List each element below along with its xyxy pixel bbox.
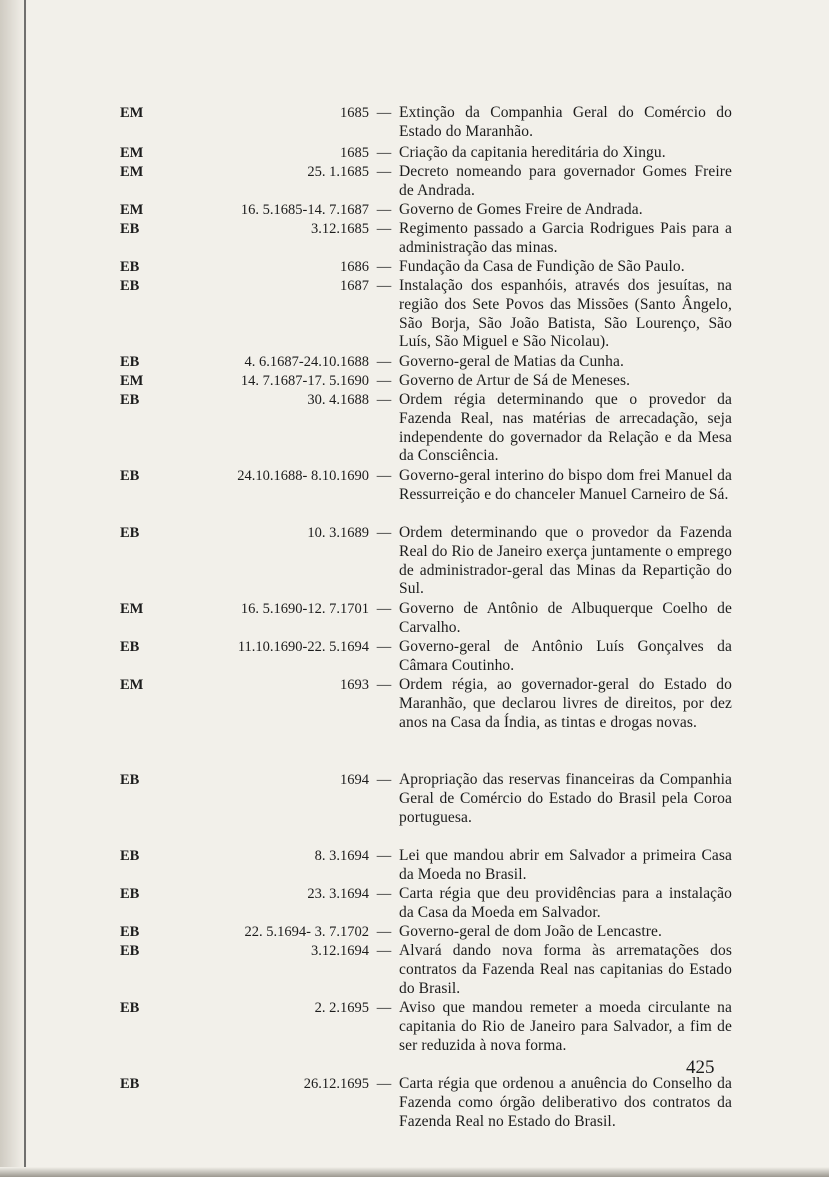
entry-date: 30. 4.1688	[307, 392, 369, 408]
entry-date: 1685	[340, 145, 369, 161]
entry-dash: —	[376, 373, 392, 389]
entry-region-tag: EB	[120, 259, 140, 275]
entry-date: 4. 6.1687-24.10.1688	[244, 354, 369, 370]
gutter-line	[24, 0, 26, 1177]
entry-region-tag: EB	[120, 468, 140, 484]
entry-date: 22. 5.1694- 3. 7.1702	[244, 924, 369, 940]
entry-region-tag: EM	[120, 164, 144, 180]
entry-dash: —	[376, 278, 392, 294]
chronology-entry	[120, 372, 732, 391]
page-edge-shadow	[0, 1167, 829, 1177]
entry-date: 16. 5.1690-12. 7.1701	[240, 601, 369, 617]
entry-date: 16. 5.1685-14. 7.1687	[240, 202, 369, 218]
entry-dash: —	[376, 924, 392, 940]
chronology-entry	[120, 258, 732, 277]
chronology-entry	[120, 999, 732, 1055]
entry-description: Carta régia que ordenou a anuência do Conselho da Fazenda como órgão deliberativo dos contratos da Fazenda Real no Estado do Brasil.	[399, 1075, 732, 1130]
entry-date: 1694	[340, 772, 369, 788]
entry-date: 1686	[340, 259, 369, 275]
entry-description: Apropriação das reservas financeiras da Companhia Geral de Comércio do Estado do Brasil pela Coroa portuguesa.	[399, 771, 732, 826]
entry-dash: —	[376, 886, 392, 902]
entry-date: 3.12.1694	[311, 943, 369, 959]
entry-dash: —	[376, 105, 392, 121]
entry-description: Regimento passado a Garcia Rodrigues Pais para a administração das minas.	[399, 220, 732, 256]
chronology-entry	[120, 600, 732, 638]
entry-description: Decreto nomeando para governador Gomes Freire de Andrada.	[399, 163, 732, 199]
entry-description: Governo de Artur de Sá de Meneses.	[399, 372, 631, 389]
chronology-entry	[120, 524, 732, 599]
entry-region-tag: EB	[120, 1076, 140, 1092]
entry-date: 14. 7.1687-17. 5.1690	[240, 373, 369, 389]
chronology-entry	[120, 201, 732, 220]
chronology-entry	[120, 277, 732, 352]
entry-description: Ordem régia, ao governador-geral do Estado do Maranhão, que declarou livres de direitos, por dez anos na Casa da Índia, as tintas e drogas novas.	[399, 676, 732, 731]
entry-date: 1685	[340, 105, 369, 121]
entry-date: 1687	[340, 278, 369, 294]
entry-dash: —	[376, 677, 392, 693]
entry-description: Ordem determinando que o provedor da Fazenda Real do Rio de Janeiro exerça juntamente o emprego de administrador-geral das Minas da Repartição do Sul.	[399, 524, 732, 598]
entry-description: Alvará dando nova forma às arrematações dos contratos da Fazenda Real nas capitanias do Estado do Brasil.	[399, 942, 732, 997]
chronology-entry	[120, 391, 732, 466]
entry-date: 11.10.1690-22. 5.1694	[237, 639, 369, 655]
entry-dash: —	[376, 848, 392, 864]
entry-region-tag: EB	[120, 392, 140, 408]
entry-region-tag: EB	[120, 639, 140, 655]
entry-dash: —	[376, 145, 392, 161]
entry-date: 10. 3.1689	[307, 525, 369, 541]
entry-dash: —	[376, 943, 392, 959]
entry-description: Governo-geral de dom João de Lencastre.	[399, 923, 662, 940]
entry-date: 25. 1.1685	[307, 164, 369, 180]
entry-region-tag: EB	[120, 943, 140, 959]
chronology-entry	[120, 676, 732, 732]
entry-dash: —	[376, 221, 392, 237]
entry-dash: —	[376, 772, 392, 788]
entry-dash: —	[376, 202, 392, 218]
entry-date: 2. 2.1695	[314, 1000, 369, 1016]
chronology-entry	[120, 144, 732, 163]
chronology-entry	[120, 638, 732, 676]
entry-description: Instalação dos espanhóis, através dos jesuítas, na região dos Sete Povos das Missões (Santo Ângelo, São Borja, São João Batista, São Lourenço, São Luís, São Miguel e São Nicolau).	[399, 277, 732, 351]
entry-dash: —	[376, 1076, 392, 1092]
entry-description: Governo de Gomes Freire de Andrada.	[399, 201, 643, 218]
chronology-entry	[120, 467, 732, 505]
entry-region-tag: EB	[120, 924, 140, 940]
entry-description: Lei que mandou abrir em Salvador a primeira Casa da Moeda no Brasil.	[399, 847, 732, 883]
entry-region-tag: EM	[120, 677, 144, 693]
entry-region-tag: EB	[120, 886, 140, 902]
entry-dash: —	[376, 164, 392, 180]
chronology-entry	[120, 353, 732, 372]
entry-region-tag: EM	[120, 202, 144, 218]
entry-description: Governo de Antônio de Albuquerque Coelho de Carvalho.	[399, 600, 732, 636]
entry-dash: —	[376, 354, 392, 370]
chronology-entry	[120, 1075, 732, 1131]
entry-dash: —	[376, 392, 392, 408]
chronology-entry	[120, 942, 732, 998]
entry-region-tag: EB	[120, 221, 140, 237]
entry-description: Criação da capitania hereditária do Xingu.	[399, 144, 666, 161]
entry-date: 24.10.1688- 8.10.1690	[237, 468, 369, 484]
entry-dash: —	[376, 1000, 392, 1016]
entry-dash: —	[376, 468, 392, 484]
entry-region-tag: EM	[120, 373, 144, 389]
entry-description: Governo-geral de Antônio Luís Gonçalves da Câmara Coutinho.	[399, 638, 732, 674]
entry-date: 3.12.1685	[311, 221, 369, 237]
entry-dash: —	[376, 525, 392, 541]
entry-date: 23. 3.1694	[307, 886, 369, 902]
entry-region-tag: EB	[120, 848, 140, 864]
chronology-entry	[120, 771, 732, 827]
entry-region-tag: EB	[120, 525, 140, 541]
entry-region-tag: EB	[120, 278, 140, 294]
entry-description: Fundação da Casa de Fundição de São Paulo.	[399, 258, 685, 275]
entry-region-tag: EM	[120, 145, 144, 161]
entry-description: Governo-geral de Matias da Cunha.	[399, 353, 624, 370]
chronology-entry	[120, 163, 732, 201]
chronology-entry	[120, 885, 732, 923]
entry-dash: —	[376, 601, 392, 617]
chronology-entry	[120, 220, 732, 258]
entry-description: Carta régia que deu providências para a instalação da Casa da Moeda em Salvador.	[399, 885, 732, 921]
entry-description: Governo-geral interino do bispo dom frei Manuel da Ressurreição e do chanceler Manuel Carneiro de Sá.	[399, 467, 732, 503]
chronology-entry	[120, 104, 732, 142]
entry-date: 26.12.1695	[303, 1076, 369, 1092]
entry-date: 1693	[340, 677, 369, 693]
entry-region-tag: EM	[120, 601, 144, 617]
chronology-entry	[120, 923, 732, 942]
entry-region-tag: EB	[120, 1000, 140, 1016]
entry-description: Ordem régia determinando que o provedor da Fazenda Real, nas matérias de arrecadação, seja independente do governador da Relação e da Mesa da Consciência.	[399, 391, 732, 465]
chronology-entry	[120, 847, 732, 885]
entry-description: Extinção da Companhia Geral do Comércio do Estado do Maranhão.	[399, 104, 732, 140]
entry-dash: —	[376, 259, 392, 275]
page-number: 425	[686, 1057, 715, 1078]
entry-date: 8. 3.1694	[314, 848, 369, 864]
entry-region-tag: EM	[120, 105, 144, 121]
entry-region-tag: EB	[120, 772, 140, 788]
entry-description: Aviso que mandou remeter a moeda circulante na capitania do Rio de Janeiro para Salvador, a fim de ser reduzida à nova forma.	[399, 999, 732, 1054]
entry-dash: —	[376, 639, 392, 655]
entry-region-tag: EB	[120, 354, 140, 370]
